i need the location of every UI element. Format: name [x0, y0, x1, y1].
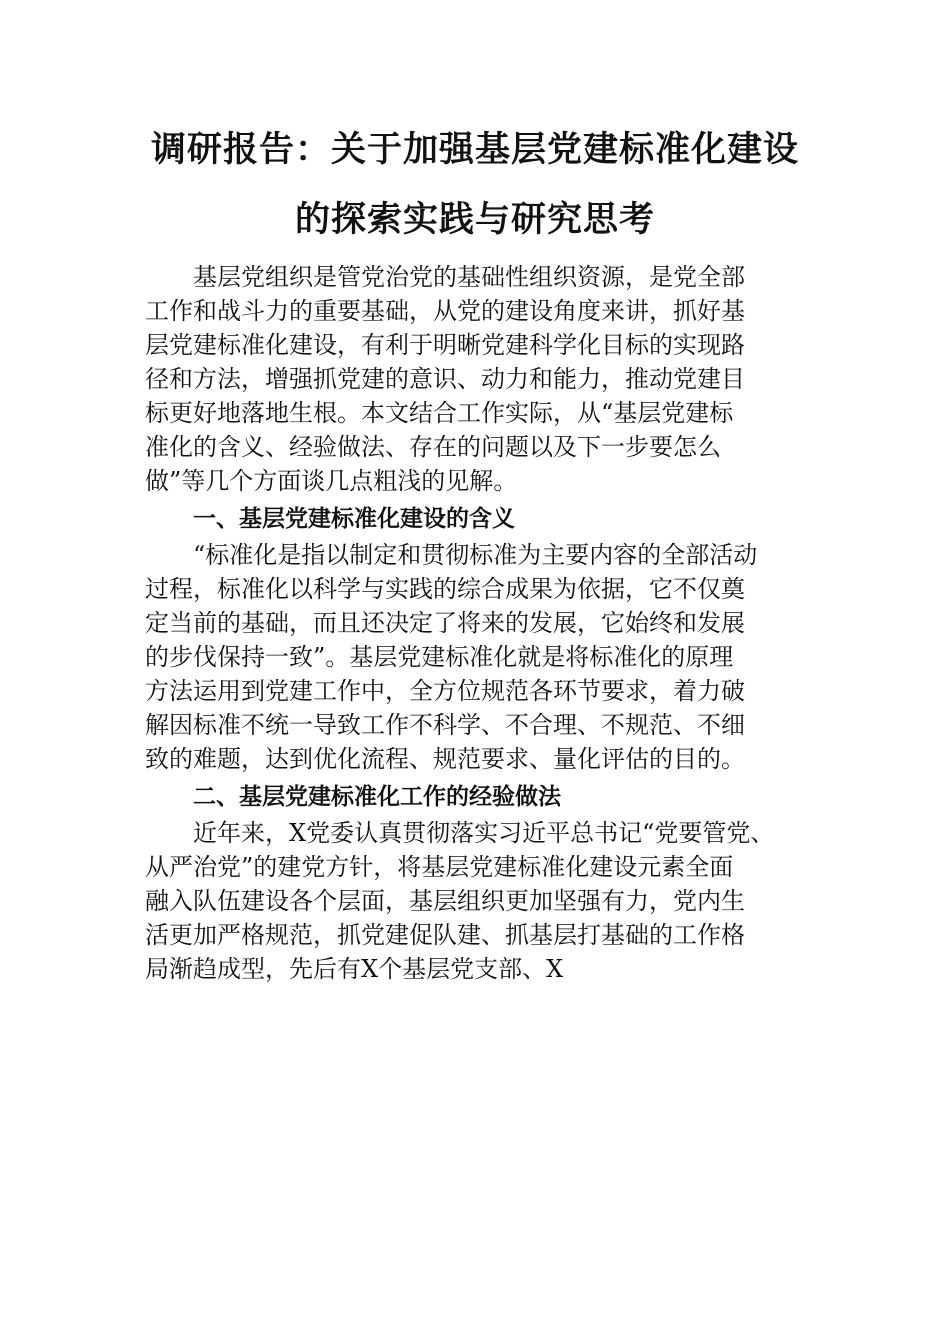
paragraph-3-line-3: 融入队伍建设各个层面，基层组织更加坚强有力，党内生	[145, 887, 745, 915]
paragraph-3-line-4: 活更加严格规范，抓党建促队建、抓基层打基础的工作格	[145, 921, 745, 949]
paragraph-3-line-5: 局渐趋成型，先后有X个基层党支部、X	[145, 955, 564, 983]
paragraph-1-line-1: 基层党组织是管党治党的基础性组织资源，是党全部	[145, 263, 745, 291]
paragraph-1-line-2: 工作和战斗力的重要基础，从党的建设角度来讲，抓好基	[145, 297, 745, 325]
paragraph-2-line-6: 解因标准不统一导致工作不科学、不合理、不规范、不细	[145, 711, 745, 739]
paragraph-3-line-1: 近年来，X党委认真贯彻落实习近平总书记“党要管党、	[145, 819, 775, 847]
section-heading-1: 一、基层党建标准化建设的含义	[193, 506, 515, 532]
paragraph-2-line-1: “标准化是指以制定和贯彻标准为主要内容的全部活动	[145, 541, 758, 569]
paragraph-1-line-4: 径和方法，增强抓党建的意识、动力和能力，推动党建目	[145, 365, 745, 393]
paragraph-1-line-3: 层党建标准化建设，有利于明晰党建科学化目标的实现路	[145, 331, 745, 359]
section-heading-2: 二、基层党建标准化工作的经验做法	[193, 784, 561, 810]
paragraph-1-line-7: 做”等几个方面谈几点粗浅的见解。	[145, 467, 518, 495]
document-title-line-1: 调研报告：关于加强基层党建标准化建设	[150, 129, 799, 170]
paragraph-2-line-4: 的步伐保持一致”。基层党建标准化就是将标准化的原理	[145, 643, 734, 671]
paragraph-1-line-5: 标更好地落地生根。本文结合工作实际，从“基层党建标	[145, 399, 734, 427]
document-title-line-2: 的探索实践与研究思考	[294, 199, 655, 240]
paragraph-1-line-6: 准化的含义、经验做法、存在的问题以及下一步要怎么	[145, 433, 721, 461]
paragraph-2-line-3: 定当前的基础，而且还决定了将来的发展，它始终和发展	[145, 609, 745, 637]
paragraph-2-line-7: 致的难题，达到优化流程、规范要求、量化评估的目的。	[145, 745, 745, 773]
paragraph-2-line-5: 方法运用到党建工作中，全方位规范各环节要求，着力破	[145, 677, 745, 705]
paragraph-2-line-2: 过程，标准化以科学与实践的综合成果为依据，它不仅奠	[145, 575, 745, 603]
paragraph-3-line-2: 从严治党”的建党方针，将基层党建标准化建设元素全面	[145, 853, 734, 881]
